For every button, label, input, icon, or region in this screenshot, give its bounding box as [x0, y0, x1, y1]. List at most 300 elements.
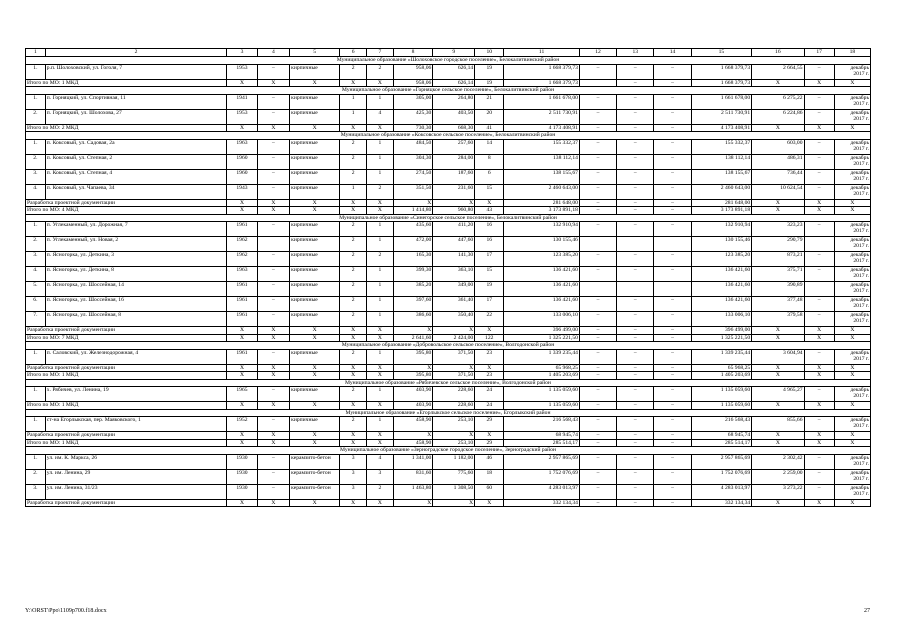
table-cell: –	[257, 469, 290, 484]
table-cell: X	[340, 207, 367, 215]
column-number-header: 1	[26, 49, 46, 57]
completion-date-cell	[834, 94, 870, 109]
table-cell: 2	[340, 64, 367, 79]
table-cell: 2	[340, 267, 367, 282]
table-cell: 435,60	[393, 222, 433, 237]
table-cell: 1930	[227, 469, 257, 484]
building-address-cell: п. Коксовый, ул. Степная, 4	[45, 169, 227, 184]
table-cell: –	[654, 432, 691, 440]
table-cell: –	[654, 454, 691, 469]
table-cell: 1 308,50	[433, 484, 475, 499]
table-cell: 2.	[26, 469, 46, 484]
table-cell: 1 325 221,50	[691, 334, 752, 342]
completion-date-cell	[834, 349, 870, 364]
municipality-title: Муниципальное образование «Коксовское сельское поселение», Белокалитвинский район	[26, 132, 871, 140]
table-cell: X	[475, 499, 504, 507]
completion-date-cell	[834, 109, 870, 124]
table-cell: X	[227, 364, 257, 372]
municipality-section-row	[26, 447, 871, 455]
column-number-header: 14	[654, 49, 691, 57]
table-cell: 2 664,55	[752, 64, 804, 79]
table-cell: 216 568,43	[504, 417, 580, 432]
table-cell: 2 424,00	[433, 334, 475, 342]
table-cell: 349,00	[433, 282, 475, 297]
table-cell: –	[617, 327, 654, 335]
table-cell: 132 910,94	[504, 222, 580, 237]
completion-date-cell	[834, 267, 870, 282]
table-cell: 386,60	[393, 312, 433, 327]
table-cell: –	[257, 94, 290, 109]
table-cell: 2	[340, 282, 367, 297]
table-cell: X	[290, 439, 340, 447]
completion-date-cell	[834, 484, 870, 499]
table-cell: 2	[366, 64, 393, 79]
table-cell: X	[257, 432, 290, 440]
table-cell: 2	[340, 169, 367, 184]
table-cell: 1962	[227, 252, 257, 267]
table-cell: –	[654, 139, 691, 154]
table-cell: 1	[366, 169, 393, 184]
table-cell: 1	[366, 154, 393, 169]
building-row	[26, 282, 871, 297]
municipality-section-row	[26, 409, 871, 417]
table-cell: 187,60	[433, 169, 475, 184]
table-cell: –	[654, 297, 691, 312]
table-cell: X	[290, 334, 340, 342]
table-cell: 285 514,17	[691, 439, 752, 447]
table-cell: –	[804, 94, 834, 109]
table-cell: 138 112,14	[504, 154, 580, 169]
table-cell: 290,79	[752, 237, 804, 252]
table-cell: кирпичные	[290, 154, 340, 169]
table-cell: X	[804, 207, 834, 215]
municipality-title: Муниципальное образование «Зерноградское городское поселение», Зерноградский район	[26, 447, 871, 455]
table-cell	[804, 237, 834, 252]
table-cell: –	[579, 64, 616, 79]
completion-month: декабрь	[850, 169, 869, 176]
table-cell: X	[340, 334, 367, 342]
table-cell: 3 173 891,18	[691, 207, 752, 215]
table-cell: 122	[475, 334, 504, 342]
table-cell: X	[227, 499, 257, 507]
table-cell: –	[579, 327, 616, 335]
municipality-section-row	[26, 342, 871, 350]
table-cell: 253,10	[433, 439, 475, 447]
table-cell: –	[257, 267, 290, 282]
table-cell: 960,80	[433, 207, 475, 215]
table-cell: 332 134,34	[504, 499, 580, 507]
table-cell	[579, 282, 616, 297]
building-row	[26, 154, 871, 169]
table-cell: –	[579, 94, 616, 109]
table-cell: 305,00	[393, 94, 433, 109]
table-cell: 141,30	[433, 252, 475, 267]
table-cell: –	[257, 252, 290, 267]
table-cell: 23	[475, 372, 504, 380]
table-cell: 7.	[26, 312, 46, 327]
table-cell: –	[617, 169, 654, 184]
table-cell: 1 463,80	[393, 484, 433, 499]
table-cell: 1	[366, 297, 393, 312]
table-cell: 1 135 059,60	[504, 387, 580, 402]
table-cell: 1961	[227, 222, 257, 237]
table-cell: –	[804, 387, 834, 402]
table-cell: 138 155,67	[691, 169, 752, 184]
building-address-cell: п. Коксовый, ул. Садовая, 2а	[45, 139, 227, 154]
table-cell: –	[617, 184, 654, 199]
building-address-cell: ул. им. Ленина, 31/23	[45, 484, 227, 499]
table-cell: X	[366, 499, 393, 507]
table-cell: 29	[475, 439, 504, 447]
completion-year: 2017 г.	[853, 303, 869, 309]
table-cell: –	[617, 79, 654, 87]
table-cell: 1953	[227, 109, 257, 124]
table-cell: 626,14	[433, 64, 475, 79]
design-documentation-row	[26, 199, 871, 207]
table-cell: –	[617, 432, 654, 440]
table-cell: 136 421,60	[504, 297, 580, 312]
table-cell: 132 910,94	[691, 222, 752, 237]
table-cell: X	[752, 402, 804, 410]
table-cell: 8	[475, 154, 504, 169]
table-cell: –	[257, 312, 290, 327]
building-row	[26, 417, 871, 432]
table-cell: 6.	[26, 297, 46, 312]
table-cell: 253,10	[433, 417, 475, 432]
table-cell: –	[579, 184, 616, 199]
table-cell: X	[257, 327, 290, 335]
completion-month: декабрь	[850, 387, 869, 393]
completion-month: декабрь	[850, 109, 869, 116]
table-cell: X	[433, 199, 475, 207]
building-address-cell: ул. им. Ленина, 29	[45, 469, 227, 484]
table-cell: 2.	[26, 237, 46, 252]
municipality-section-row	[26, 379, 871, 387]
table-cell: X	[257, 207, 290, 215]
table-cell: 1 339 235,44	[691, 349, 752, 364]
table-cell: 165,30	[393, 252, 433, 267]
table-cell: –	[257, 454, 290, 469]
row-label-cell: Итого по МО: 1 МКД	[26, 439, 227, 447]
row-label-cell: Итого по МО: 1 МКД	[26, 372, 227, 380]
table-cell: –	[579, 499, 616, 507]
table-cell: 1 135 059,60	[691, 387, 752, 402]
table-cell: 281 648,00	[691, 199, 752, 207]
completion-date-cell	[834, 169, 870, 184]
table-cell: 136 421,60	[691, 282, 752, 297]
completion-month: декабрь	[850, 484, 869, 491]
building-row	[26, 139, 871, 154]
table-cell: 363,10	[433, 267, 475, 282]
table-cell: 304,30	[393, 154, 433, 169]
column-number-header: 11	[504, 49, 580, 57]
table-cell: 285 514,17	[504, 439, 580, 447]
table-cell: 15	[475, 184, 504, 199]
table-cell: 17	[475, 297, 504, 312]
table-cell: 385,20	[393, 282, 433, 297]
table-cell: –	[654, 417, 691, 432]
table-cell: –	[579, 267, 616, 282]
table-cell: –	[654, 124, 691, 132]
table-cell: –	[617, 312, 654, 327]
table-cell: 2 259,00	[752, 469, 804, 484]
table-cell: X	[834, 364, 870, 372]
table-cell: 2	[340, 387, 367, 402]
building-row	[26, 484, 871, 499]
table-cell: 1 661 678,00	[504, 94, 580, 109]
table-cell: X	[227, 124, 257, 132]
building-row	[26, 184, 871, 199]
completion-year: 2017 г.	[853, 175, 869, 182]
table-cell: –	[804, 484, 834, 499]
table-cell: –	[804, 252, 834, 267]
table-cell: –	[654, 267, 691, 282]
table-cell: 403,50	[433, 109, 475, 124]
completion-date-cell	[834, 237, 870, 252]
column-number-header: 18	[834, 49, 870, 57]
table-cell: –	[804, 267, 834, 282]
table-cell: кирпичные	[290, 169, 340, 184]
table-cell: X	[752, 499, 804, 507]
table-cell: 1	[366, 139, 393, 154]
table-cell: 1	[366, 312, 393, 327]
table-cell: X	[227, 207, 257, 215]
table-cell: X	[290, 124, 340, 132]
table-cell: 403,90	[393, 387, 433, 402]
table-cell: X	[804, 402, 834, 410]
table-cell: 377,48	[752, 297, 804, 312]
table-cell: –	[617, 334, 654, 342]
table-cell: кирпичные	[290, 267, 340, 282]
building-row	[26, 109, 871, 124]
table-cell: –	[617, 199, 654, 207]
table-cell: 375,71	[752, 267, 804, 282]
table-cell: X	[290, 499, 340, 507]
table-cell: X	[257, 364, 290, 372]
table-cell	[654, 282, 691, 297]
table-cell: –	[579, 154, 616, 169]
table-cell: 2.	[26, 109, 46, 124]
table-cell: 14	[475, 139, 504, 154]
table-cell: 1.	[26, 349, 46, 364]
table-cell: 3	[340, 454, 367, 469]
completion-date-cell	[834, 222, 870, 237]
column-number-header: 13	[617, 49, 654, 57]
table-cell: 390,89	[752, 282, 804, 297]
completion-year: 2017 г.	[853, 243, 869, 249]
table-cell: 668,30	[433, 124, 475, 132]
table-cell: X	[227, 334, 257, 342]
table-cell: X	[433, 364, 475, 372]
completion-year: 2017 г.	[853, 393, 869, 399]
building-address-cell: п. Горняцкий, ул. Спортивная, 11	[45, 94, 227, 109]
completion-date-cell	[834, 139, 870, 154]
table-cell: –	[654, 439, 691, 447]
table-cell: 264,80	[433, 94, 475, 109]
table-cell: X	[290, 199, 340, 207]
table-cell: –	[579, 417, 616, 432]
table-cell: X	[290, 372, 340, 380]
table-cell: –	[579, 124, 616, 132]
table-cell: X	[804, 432, 834, 440]
table-cell: 4 173 408,91	[691, 124, 752, 132]
table-cell: X	[752, 124, 804, 132]
table-cell: 1.	[26, 454, 46, 469]
table-cell: –	[654, 184, 691, 199]
completion-month: декабрь	[850, 417, 869, 423]
table-cell: –	[804, 297, 834, 312]
table-cell: 4	[366, 109, 393, 124]
table-cell: –	[579, 252, 616, 267]
table-cell: X	[804, 124, 834, 132]
table-cell: X	[834, 207, 870, 215]
table-cell: 1 325 221,50	[504, 334, 580, 342]
row-label-cell: Разработка проектной документации	[26, 432, 227, 440]
table-cell: –	[617, 454, 654, 469]
table-cell: –	[579, 432, 616, 440]
table-cell: –	[257, 297, 290, 312]
table-cell: X	[834, 199, 870, 207]
column-number-header: 5	[290, 49, 340, 57]
table-cell: 138 112,14	[691, 154, 752, 169]
table-cell: X	[834, 124, 870, 132]
municipality-section-row	[26, 57, 871, 65]
table-cell: –	[617, 297, 654, 312]
table-cell: 1 752 076,69	[691, 469, 752, 484]
table-cell: –	[257, 109, 290, 124]
table-cell: 1 341,00	[393, 454, 433, 469]
table-cell: 2	[340, 237, 367, 252]
table-cell: 1.	[26, 387, 46, 402]
table-cell: 1	[366, 267, 393, 282]
table-cell: 2	[340, 222, 367, 237]
table-cell: 1 135 059,60	[504, 402, 580, 410]
table-cell: 1 661 678,00	[691, 94, 752, 109]
page-number: 27	[864, 608, 870, 614]
table-cell: X	[804, 499, 834, 507]
table-cell: 274,50	[393, 169, 433, 184]
building-row	[26, 297, 871, 312]
table-cell: 257,60	[433, 139, 475, 154]
municipality-total-row	[26, 124, 871, 132]
table-cell: 397,60	[393, 297, 433, 312]
table-cell: 1960	[227, 154, 257, 169]
table-cell: керамзито-бетон	[290, 454, 340, 469]
table-cell: –	[579, 297, 616, 312]
table-cell: –	[257, 64, 290, 79]
table-cell: X	[804, 334, 834, 342]
table-cell: 216 568,43	[691, 417, 752, 432]
table-cell: 136 421,60	[691, 297, 752, 312]
completion-date-cell	[834, 312, 870, 327]
table-cell: X	[340, 432, 367, 440]
table-cell: –	[804, 417, 834, 432]
table-cell: 1 405 203,69	[504, 372, 580, 380]
table-cell: X	[752, 439, 804, 447]
table-cell: 371,50	[433, 349, 475, 364]
table-cell: X	[752, 207, 804, 215]
completion-date-cell	[834, 184, 870, 199]
table-cell: 1.	[26, 222, 46, 237]
table-cell: 2	[340, 349, 367, 364]
column-number-header: 9	[433, 49, 475, 57]
table-cell	[617, 237, 654, 252]
table-cell: –	[257, 184, 290, 199]
municipality-total-row	[26, 402, 871, 410]
table-cell: 19	[475, 282, 504, 297]
table-cell: X	[227, 402, 257, 410]
completion-year: 2017 г.	[853, 160, 869, 167]
table-cell: –	[654, 207, 691, 215]
building-row	[26, 222, 871, 237]
table-cell: X	[366, 334, 393, 342]
table-cell: 65 968,25	[691, 364, 752, 372]
table-cell: 730,30	[393, 124, 433, 132]
completion-month: декабрь	[850, 297, 869, 303]
municipality-section-row	[26, 87, 871, 95]
table-cell: 16	[475, 237, 504, 252]
design-documentation-row	[26, 432, 871, 440]
table-cell: –	[579, 484, 616, 499]
table-cell: –	[804, 222, 834, 237]
row-label-cell: Итого по МО: 2 МКД	[26, 124, 227, 132]
table-cell: X	[804, 79, 834, 87]
table-cell: 4 283 013,97	[504, 484, 580, 499]
completion-date-cell	[834, 252, 870, 267]
table-cell: –	[579, 222, 616, 237]
table-cell: 46	[475, 454, 504, 469]
row-label-cell: Разработка проектной документации	[26, 199, 227, 207]
table-cell: X	[804, 372, 834, 380]
table-cell: кирпичные	[290, 237, 340, 252]
building-row	[26, 94, 871, 109]
table-cell: 1962	[227, 237, 257, 252]
table-cell	[617, 282, 654, 297]
table-cell: –	[654, 364, 691, 372]
table-cell: 2 460 643,00	[504, 184, 580, 199]
table-cell: 1.	[26, 64, 46, 79]
completion-year: 2017 г.	[853, 318, 869, 324]
table-cell: 1	[340, 109, 367, 124]
table-cell: 22	[475, 312, 504, 327]
table-cell: 130 155,46	[504, 237, 580, 252]
table-cell: –	[804, 109, 834, 124]
table-cell: 23	[475, 349, 504, 364]
table-cell: X	[340, 372, 367, 380]
table-cell: –	[654, 199, 691, 207]
completion-month: декабрь	[850, 184, 869, 191]
table-cell: 1 182,00	[433, 454, 475, 469]
building-address-cell: п. Углекаменный, ул. Новая, 2	[45, 237, 227, 252]
table-cell: 1.	[26, 139, 46, 154]
table-cell: 4.	[26, 184, 46, 199]
completion-year: 2017 г.	[853, 490, 869, 497]
table-cell: X	[290, 402, 340, 410]
column-number-header: 16	[752, 49, 804, 57]
table-cell: 379,58	[752, 312, 804, 327]
table-cell: 1943	[227, 184, 257, 199]
table-cell: X	[393, 327, 433, 335]
table-cell: 1961	[227, 297, 257, 312]
table-cell: 3.	[26, 484, 46, 499]
table-cell: 1	[366, 282, 393, 297]
table-cell: 4 965,27	[752, 387, 804, 402]
table-cell: X	[227, 199, 257, 207]
table-cell: 1 752 076,69	[504, 469, 580, 484]
table-cell: X	[393, 499, 433, 507]
table-cell: –	[654, 349, 691, 364]
table-cell: 403,90	[393, 402, 433, 410]
